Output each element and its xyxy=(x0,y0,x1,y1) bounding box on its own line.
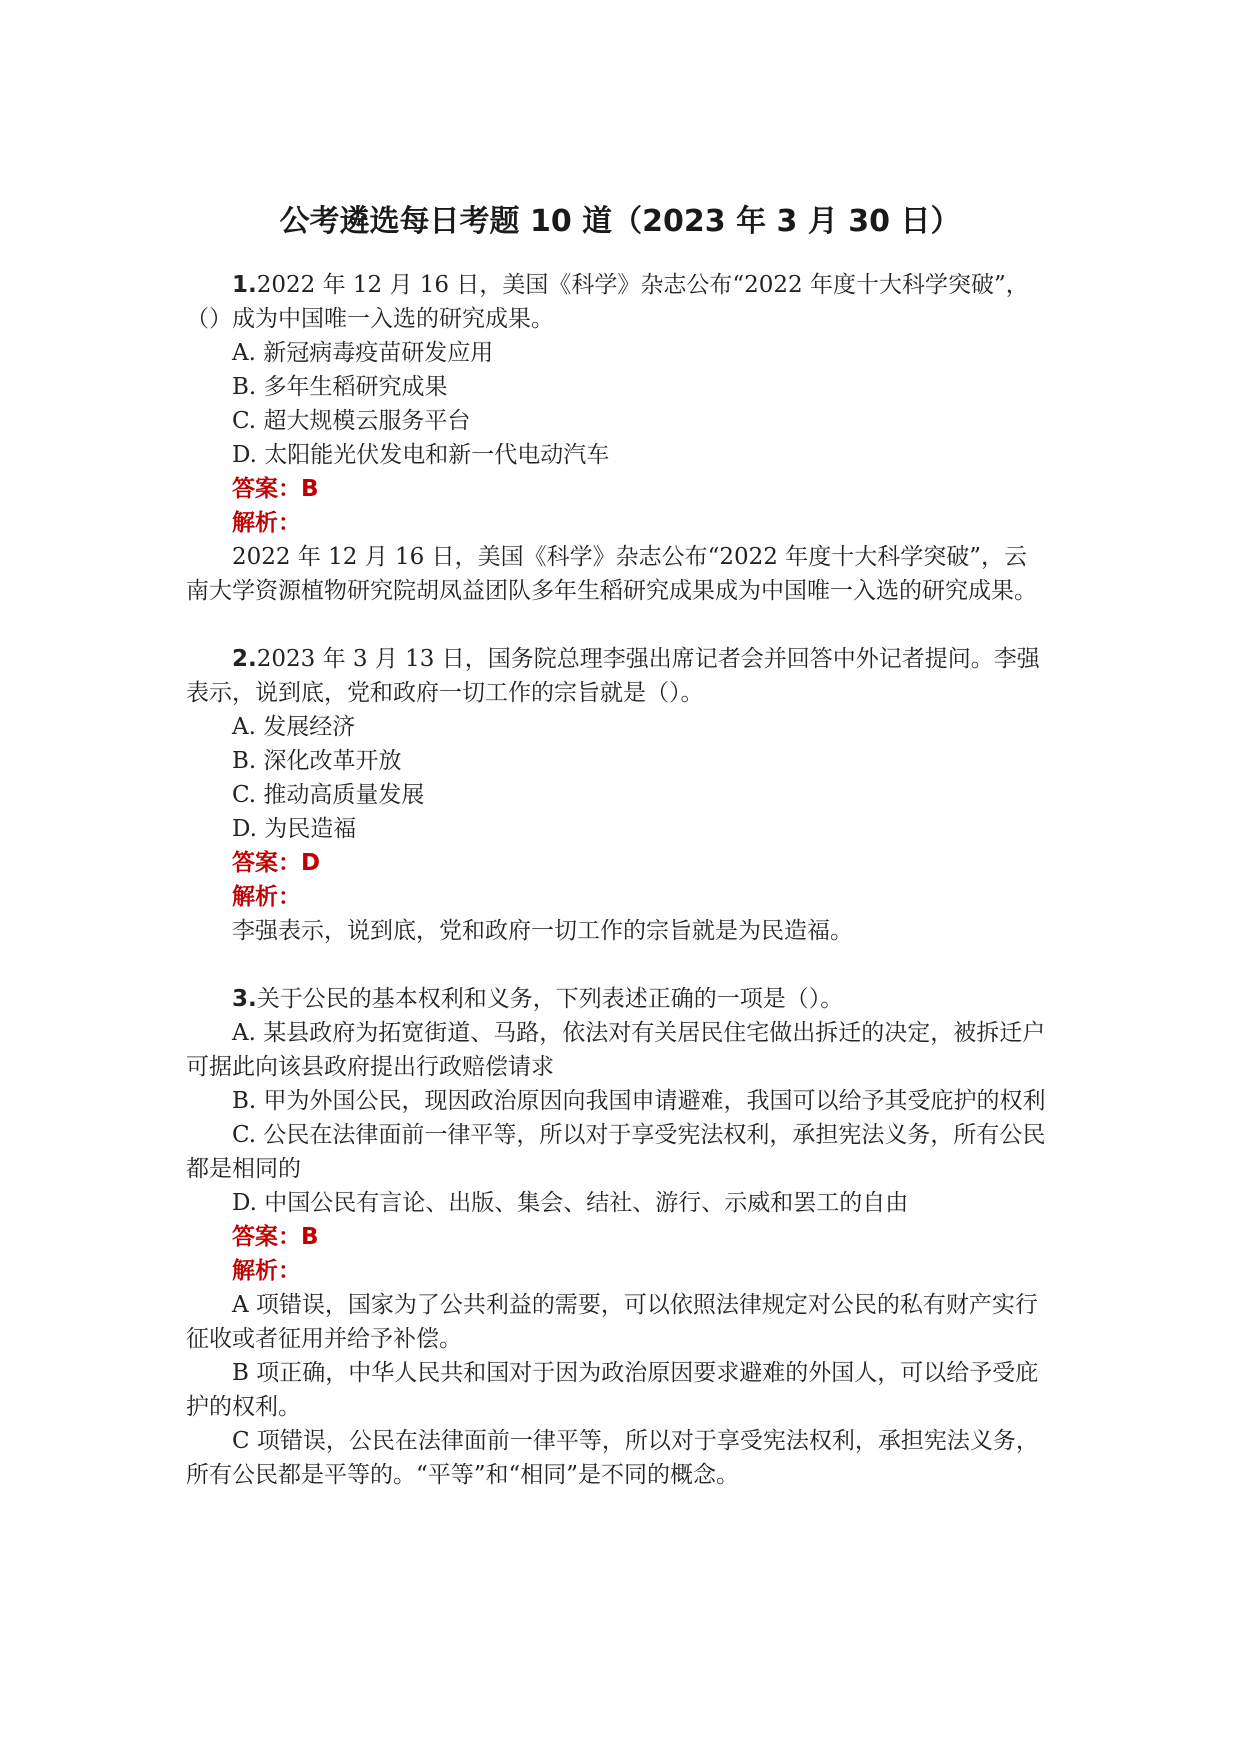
option-b: B. 甲为外国公民，现因政治原因向我国申请避难，我国可以给予其受庇护的权利 xyxy=(232,1088,1046,1114)
answer-line: 答案：B xyxy=(232,1224,319,1250)
question-2 xyxy=(186,642,1048,948)
option-b: B. 深化改革开放 xyxy=(232,748,402,774)
question-stem xyxy=(186,268,1048,336)
analysis-label: 解析： xyxy=(232,1258,301,1284)
question-number: 1. xyxy=(232,272,257,298)
question-3 xyxy=(186,982,1048,1492)
option-a: A. 发展经济 xyxy=(232,714,356,740)
question-text: 2022 年 12 月 16 日，美国《科学》杂志公布“2022 年度十大科学突破”，（）成为中国唯一入选的研究成果。 xyxy=(186,272,1029,332)
option-d: D. 为民造福 xyxy=(232,816,357,842)
analysis-label: 解析： xyxy=(232,884,301,910)
analysis-label: 解析： xyxy=(232,510,301,536)
option-a: A. 新冠病毒疫苗研发应用 xyxy=(232,340,494,366)
analysis-paragraph: B 项正确，中华人民共和国对于因为政治原因要求避难的外国人，可以给予受庇护的权利。 xyxy=(186,1360,1039,1420)
analysis-paragraph: C 项错误，公民在法律面前一律平等，所以对于享受宪法权利，承担宪法义务，所有公民都是平等的。“平等”和“相同”是不同的概念。 xyxy=(186,1428,1039,1488)
document-body xyxy=(186,268,1048,1526)
answer-line: 答案：D xyxy=(232,850,321,876)
question-number: 3. xyxy=(232,986,257,1012)
option-d: D. 中国公民有言论、出版、集会、结社、游行、示威和罢工的自由 xyxy=(232,1190,909,1216)
option-c: C. 公民在法律面前一律平等，所以对于享受宪法权利，承担宪法义务，所有公民都是相同的 xyxy=(186,1122,1046,1182)
option-d: D. 太阳能光伏发电和新一代电动汽车 xyxy=(232,442,610,468)
option-c: C. 推动高质量发展 xyxy=(232,782,425,808)
question-stem xyxy=(186,982,1048,1016)
question-number: 2. xyxy=(232,646,257,672)
option-a: A. 某县政府为拓宽街道、马路，依法对有关居民住宅做出拆迁的决定，被拆迁户可据此向该县政府提出行政赔偿请求 xyxy=(186,1020,1046,1080)
question-text: 关于公民的基本权利和义务，下列表述正确的一项是（）。 xyxy=(256,986,844,1012)
question-1 xyxy=(186,268,1048,608)
option-c: C. 超大规模云服务平台 xyxy=(232,408,471,434)
question-text: 2023 年 3 月 13 日，国务院总理李强出席记者会并回答中外记者提问。李强表示，说到底，党和政府一切工作的宗旨就是（）。 xyxy=(186,646,1040,706)
analysis-paragraph: 2022 年 12 月 16 日，美国《科学》杂志公布“2022 年度十大科学突破”，云南大学资源植物研究院胡凤益团队多年生稻研究成果成为中国唯一入选的研究成果。 xyxy=(186,544,1037,604)
analysis-paragraph: 李强表示，说到底，党和政府一切工作的宗旨就是为民造福。 xyxy=(232,918,853,944)
analysis-paragraph: A 项错误，国家为了公共利益的需要，可以依照法律规定对公民的私有财产实行征收或者征用并给予补偿。 xyxy=(186,1292,1038,1352)
answer-line: 答案：B xyxy=(232,476,319,502)
option-b: B. 多年生稻研究成果 xyxy=(232,374,448,400)
document-title: 公考遴选每日考题 10 道（2023 年 3 月 30 日） xyxy=(279,204,961,239)
question-stem xyxy=(186,642,1048,710)
